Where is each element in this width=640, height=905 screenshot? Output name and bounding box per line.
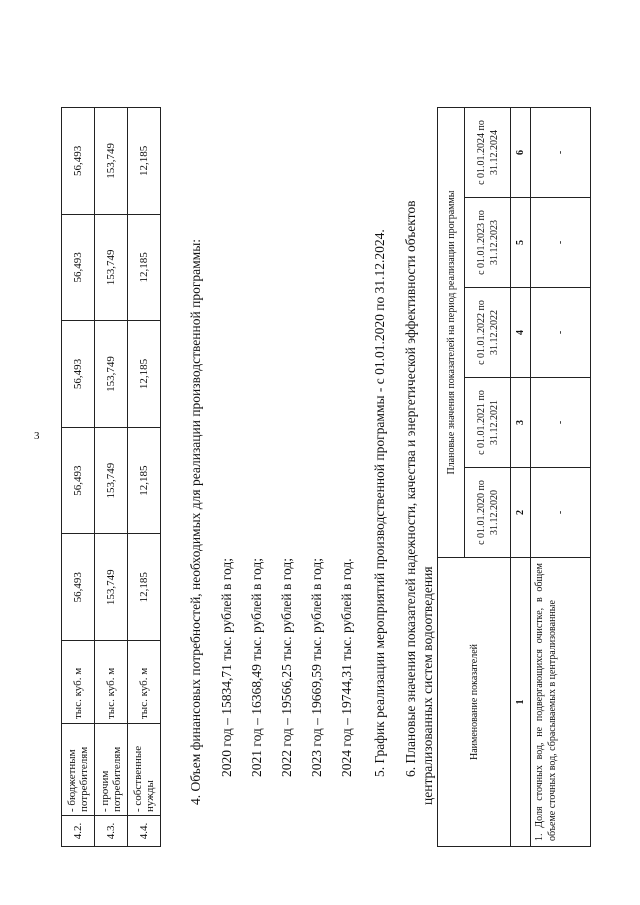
indicator-value: -	[531, 198, 591, 288]
row-unit: тыс. куб. м	[95, 641, 128, 724]
section-4-title: 4. Объем финансовых потребностей, необходимых для реализации производственной программы:	[188, 238, 203, 805]
column-group-header: Плановые значения показателей на период реализации программы	[438, 108, 465, 558]
row-value: 12,185	[128, 108, 161, 215]
finance-item-2022: 2022 год – 19566,25 тыс. рублей в год;	[279, 558, 294, 777]
row-unit: тыс. куб. м	[62, 641, 95, 724]
period-header: с 01.01.2022 по 31.12.2022	[465, 288, 511, 378]
period-header: с 01.01.2021 по 31.12.2021	[465, 378, 511, 468]
row-value: 12,185	[128, 214, 161, 321]
row-name: - прочим потребителям	[95, 724, 128, 816]
indicator-value: -	[531, 468, 591, 558]
row-value: 153,749	[95, 427, 128, 534]
indicator-value: -	[531, 108, 591, 198]
row-name: - собственные нужды	[128, 724, 161, 816]
column-number: 4	[511, 288, 531, 378]
indicator-name: 1. Доля сточных вод, не подвергающихся очистке, в общем объеме сточных вод, сбрасываемых в централизованные	[531, 558, 591, 847]
row-value: 12,185	[128, 427, 161, 534]
indicator-value: -	[531, 288, 591, 378]
row-value: 56,493	[62, 108, 95, 215]
section-5-title: 5. График реализации мероприятий производственной программы - с 01.01.2020 по 31.12.2024.	[372, 229, 387, 777]
row-value: 56,493	[62, 534, 95, 641]
table-row	[95, 108, 128, 847]
finance-item-2024: 2024 год – 19744,31 тыс. рублей в год.	[339, 558, 354, 777]
row-value: 12,185	[128, 534, 161, 641]
table-row	[531, 108, 591, 847]
row-value: 12,185	[128, 321, 161, 428]
indicator-value: -	[531, 378, 591, 468]
row-name: - бюджетным потребителям	[62, 724, 95, 816]
column-number-row	[511, 108, 531, 847]
row-number: 4.3.	[95, 816, 128, 847]
table-header-row	[438, 108, 465, 847]
finance-item-2023: 2023 год – 19669,59 тыс. рублей в год;	[309, 558, 324, 777]
section-6-title-line1: 6. Плановые значения показателей надежности, качества и энергетической эффективности объектов	[403, 200, 418, 777]
column-number: 1	[511, 558, 531, 847]
row-value: 153,749	[95, 534, 128, 641]
period-header: с 01.01.2024 по 31.12.2024	[465, 108, 511, 198]
indicators-table	[437, 107, 591, 847]
column-number: 2	[511, 468, 531, 558]
column-number: 5	[511, 198, 531, 288]
period-header: с 01.01.2020 по 31.12.2020	[465, 468, 511, 558]
row-value: 56,493	[62, 214, 95, 321]
consumption-table	[61, 107, 161, 847]
finance-item-2021: 2021 год – 16368,49 тыс. рублей в год;	[249, 558, 264, 777]
page-number: 3	[34, 430, 40, 442]
column-number: 6	[511, 108, 531, 198]
table-row	[128, 108, 161, 847]
row-number: 4.2.	[62, 816, 95, 847]
row-value: 153,749	[95, 321, 128, 428]
section-6-title-line2: централизованных систем водоотведения	[420, 566, 435, 805]
period-header: с 01.01.2023 по 31.12.2023	[465, 198, 511, 288]
row-value: 153,749	[95, 108, 128, 215]
row-value: 56,493	[62, 321, 95, 428]
table-row	[62, 108, 95, 847]
row-value: 56,493	[62, 427, 95, 534]
finance-item-2020: 2020 год – 15834,71 тыс. рублей в год;	[219, 558, 234, 777]
row-value: 153,749	[95, 214, 128, 321]
column-header-name: Наименование показателей	[438, 558, 511, 847]
row-unit: тыс. куб. м	[128, 641, 161, 724]
column-number: 3	[511, 378, 531, 468]
row-number: 4.4.	[128, 816, 161, 847]
